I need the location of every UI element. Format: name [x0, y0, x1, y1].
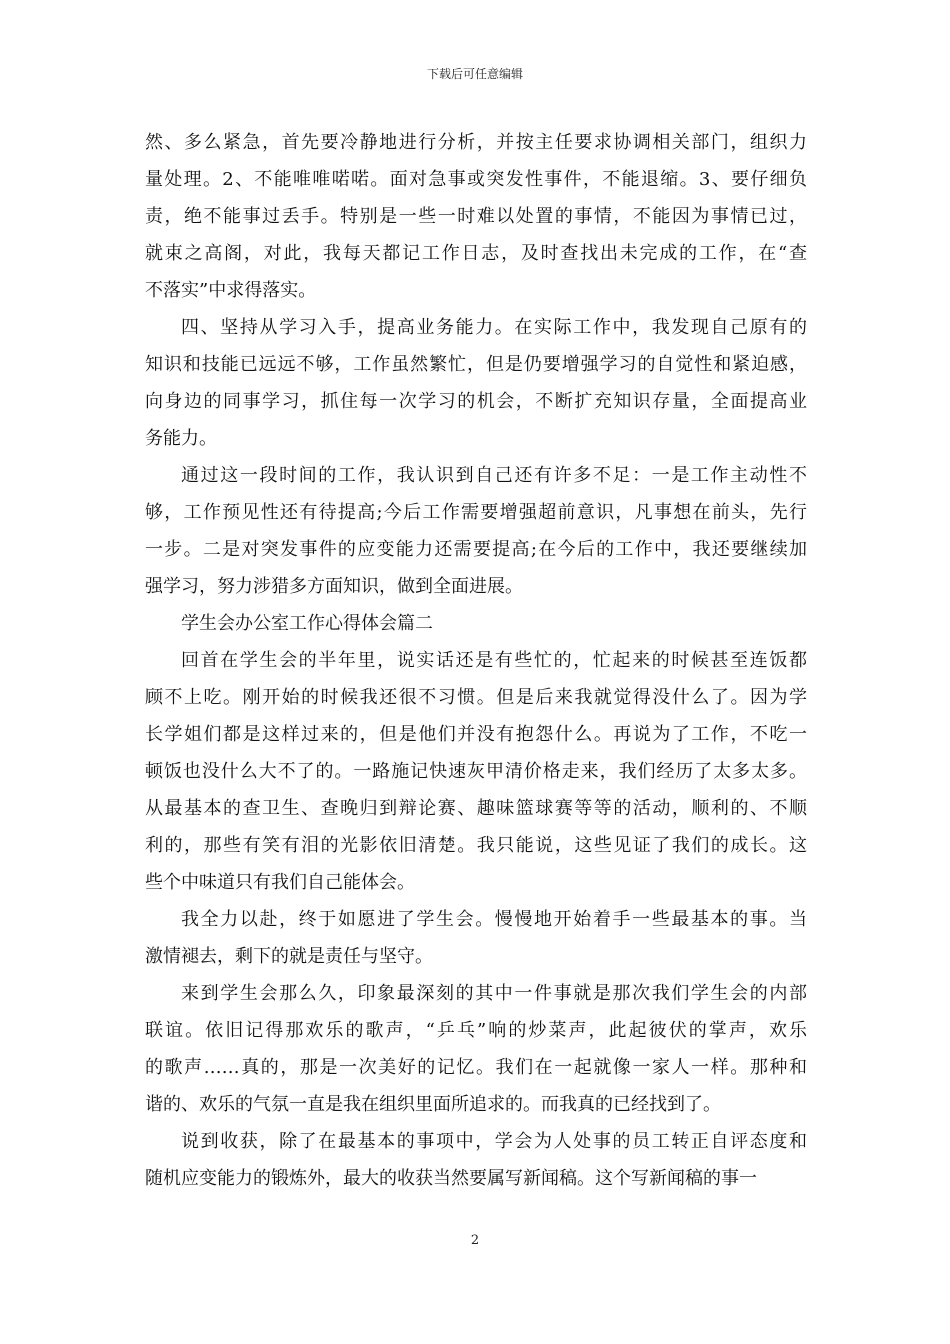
paragraph-line: 知识和技能已远远不够，工作虽然繁忙，但是仍要增强学习的自觉性和紧迫感，	[145, 354, 807, 375]
page-number: 2	[470, 1233, 480, 1248]
paragraph-line: 然、多么紧急，首先要冷静地进行分析，并按主任要求协调相关部门，组织力	[145, 132, 807, 153]
paragraph-line: 通过这一段时间的工作，我认识到自己还有许多不足：一是工作主动性不	[181, 465, 807, 486]
paragraph-line: 够，工作预见性还有待提高;今后工作需要增强超前意识，凡事想在前头，先行	[145, 502, 807, 523]
paragraph	[145, 1123, 807, 1197]
paragraph-line: 不落实”中求得落实。	[145, 280, 317, 301]
paragraph	[145, 309, 807, 457]
page-header: 下载后可任意编辑	[426, 67, 523, 81]
paragraph	[145, 901, 807, 975]
paragraph	[145, 642, 807, 901]
paragraph-line: 务能力。	[145, 428, 217, 449]
document-body	[145, 124, 807, 1197]
paragraph-line: 顿饭也没什么大不了的。一路施记快速灰甲清价格走来，我们经历了太多太多。	[145, 761, 807, 782]
paragraph-line: 谐的、欢乐的气氛一直是我在组织里面所追求的。而我真的已经找到了。	[145, 1094, 721, 1115]
paragraph-line: 向身边的同事学习，抓住每一次学习的机会，不断扩充知识存量，全面提高业	[145, 391, 807, 412]
paragraph-line: 回首在学生会的半年里，说实话还是有些忙的，忙起来的时候甚至连饭都	[181, 650, 807, 671]
paragraph	[145, 124, 807, 309]
paragraph-line: 激情褪去，剩下的就是责任与坚守。	[145, 946, 433, 967]
paragraph-line: 来到学生会那么久，印象最深刻的其中一件事就是那次我们学生会的内部	[181, 983, 807, 1004]
paragraph-line: 一步。二是对突发事件的应变能力还需要提高;在今后的工作中，我还要继续加	[145, 539, 807, 560]
paragraph-line: 利的，那些有笑有泪的光影依旧清楚。我只能说，这些见证了我们的成长。这	[145, 835, 807, 856]
paragraph-line: 的歌声……真的，那是一次美好的记忆。我们在一起就像一家人一样。那种和	[145, 1057, 807, 1078]
paragraph	[145, 605, 807, 642]
paragraph-line: 我全力以赴，终于如愿进了学生会。慢慢地开始着手一些最基本的事。当	[181, 909, 807, 930]
paragraph-line: 四、坚持从学习入手，提高业务能力。在实际工作中，我发现自己原有的	[181, 317, 807, 338]
paragraph-line: 学生会办公室工作心得体会篇二	[181, 613, 433, 634]
paragraph-line: 量处理。2、不能唯唯喏喏。面对急事或突发性事件，不能退缩。3、要仔细负	[145, 169, 807, 190]
paragraph-line: 顾不上吃。刚开始的时候我还很不习惯。但是后来我就觉得没什么了。因为学	[145, 687, 807, 708]
paragraph-line: 从最基本的查卫生、查晚归到辩论赛、趣味篮球赛等等的活动，顺利的、不顺	[145, 798, 807, 819]
paragraph	[145, 457, 807, 605]
paragraph-line: 就束之高阁，对此，我每天都记工作日志，及时查找出未完成的工作，在“查	[145, 243, 807, 264]
paragraph-line: 联谊。依旧记得那欢乐的歌声，“乒乓”响的炒菜声，此起彼伏的掌声，欢乐	[145, 1020, 807, 1041]
paragraph-line: 些个中味道只有我们自己能体会。	[145, 872, 415, 893]
paragraph	[145, 975, 807, 1123]
paragraph-line: 随机应变能力的锻炼外，最大的收获当然要属写新闻稿。这个写新闻稿的事一	[145, 1168, 757, 1189]
paragraph-line: 强学习，努力涉猎多方面知识，做到全面进展。	[145, 576, 523, 597]
paragraph-line: 说到收获，除了在最基本的事项中，学会为人处事的员工转正自评态度和	[181, 1131, 807, 1152]
paragraph-line: 责，绝不能事过丢手。特别是一些一时难以处置的事情，不能因为事情已过，	[145, 206, 807, 227]
paragraph-line: 长学姐们都是这样过来的，但是他们并没有抱怨什么。再说为了工作，不吃一	[145, 724, 807, 745]
